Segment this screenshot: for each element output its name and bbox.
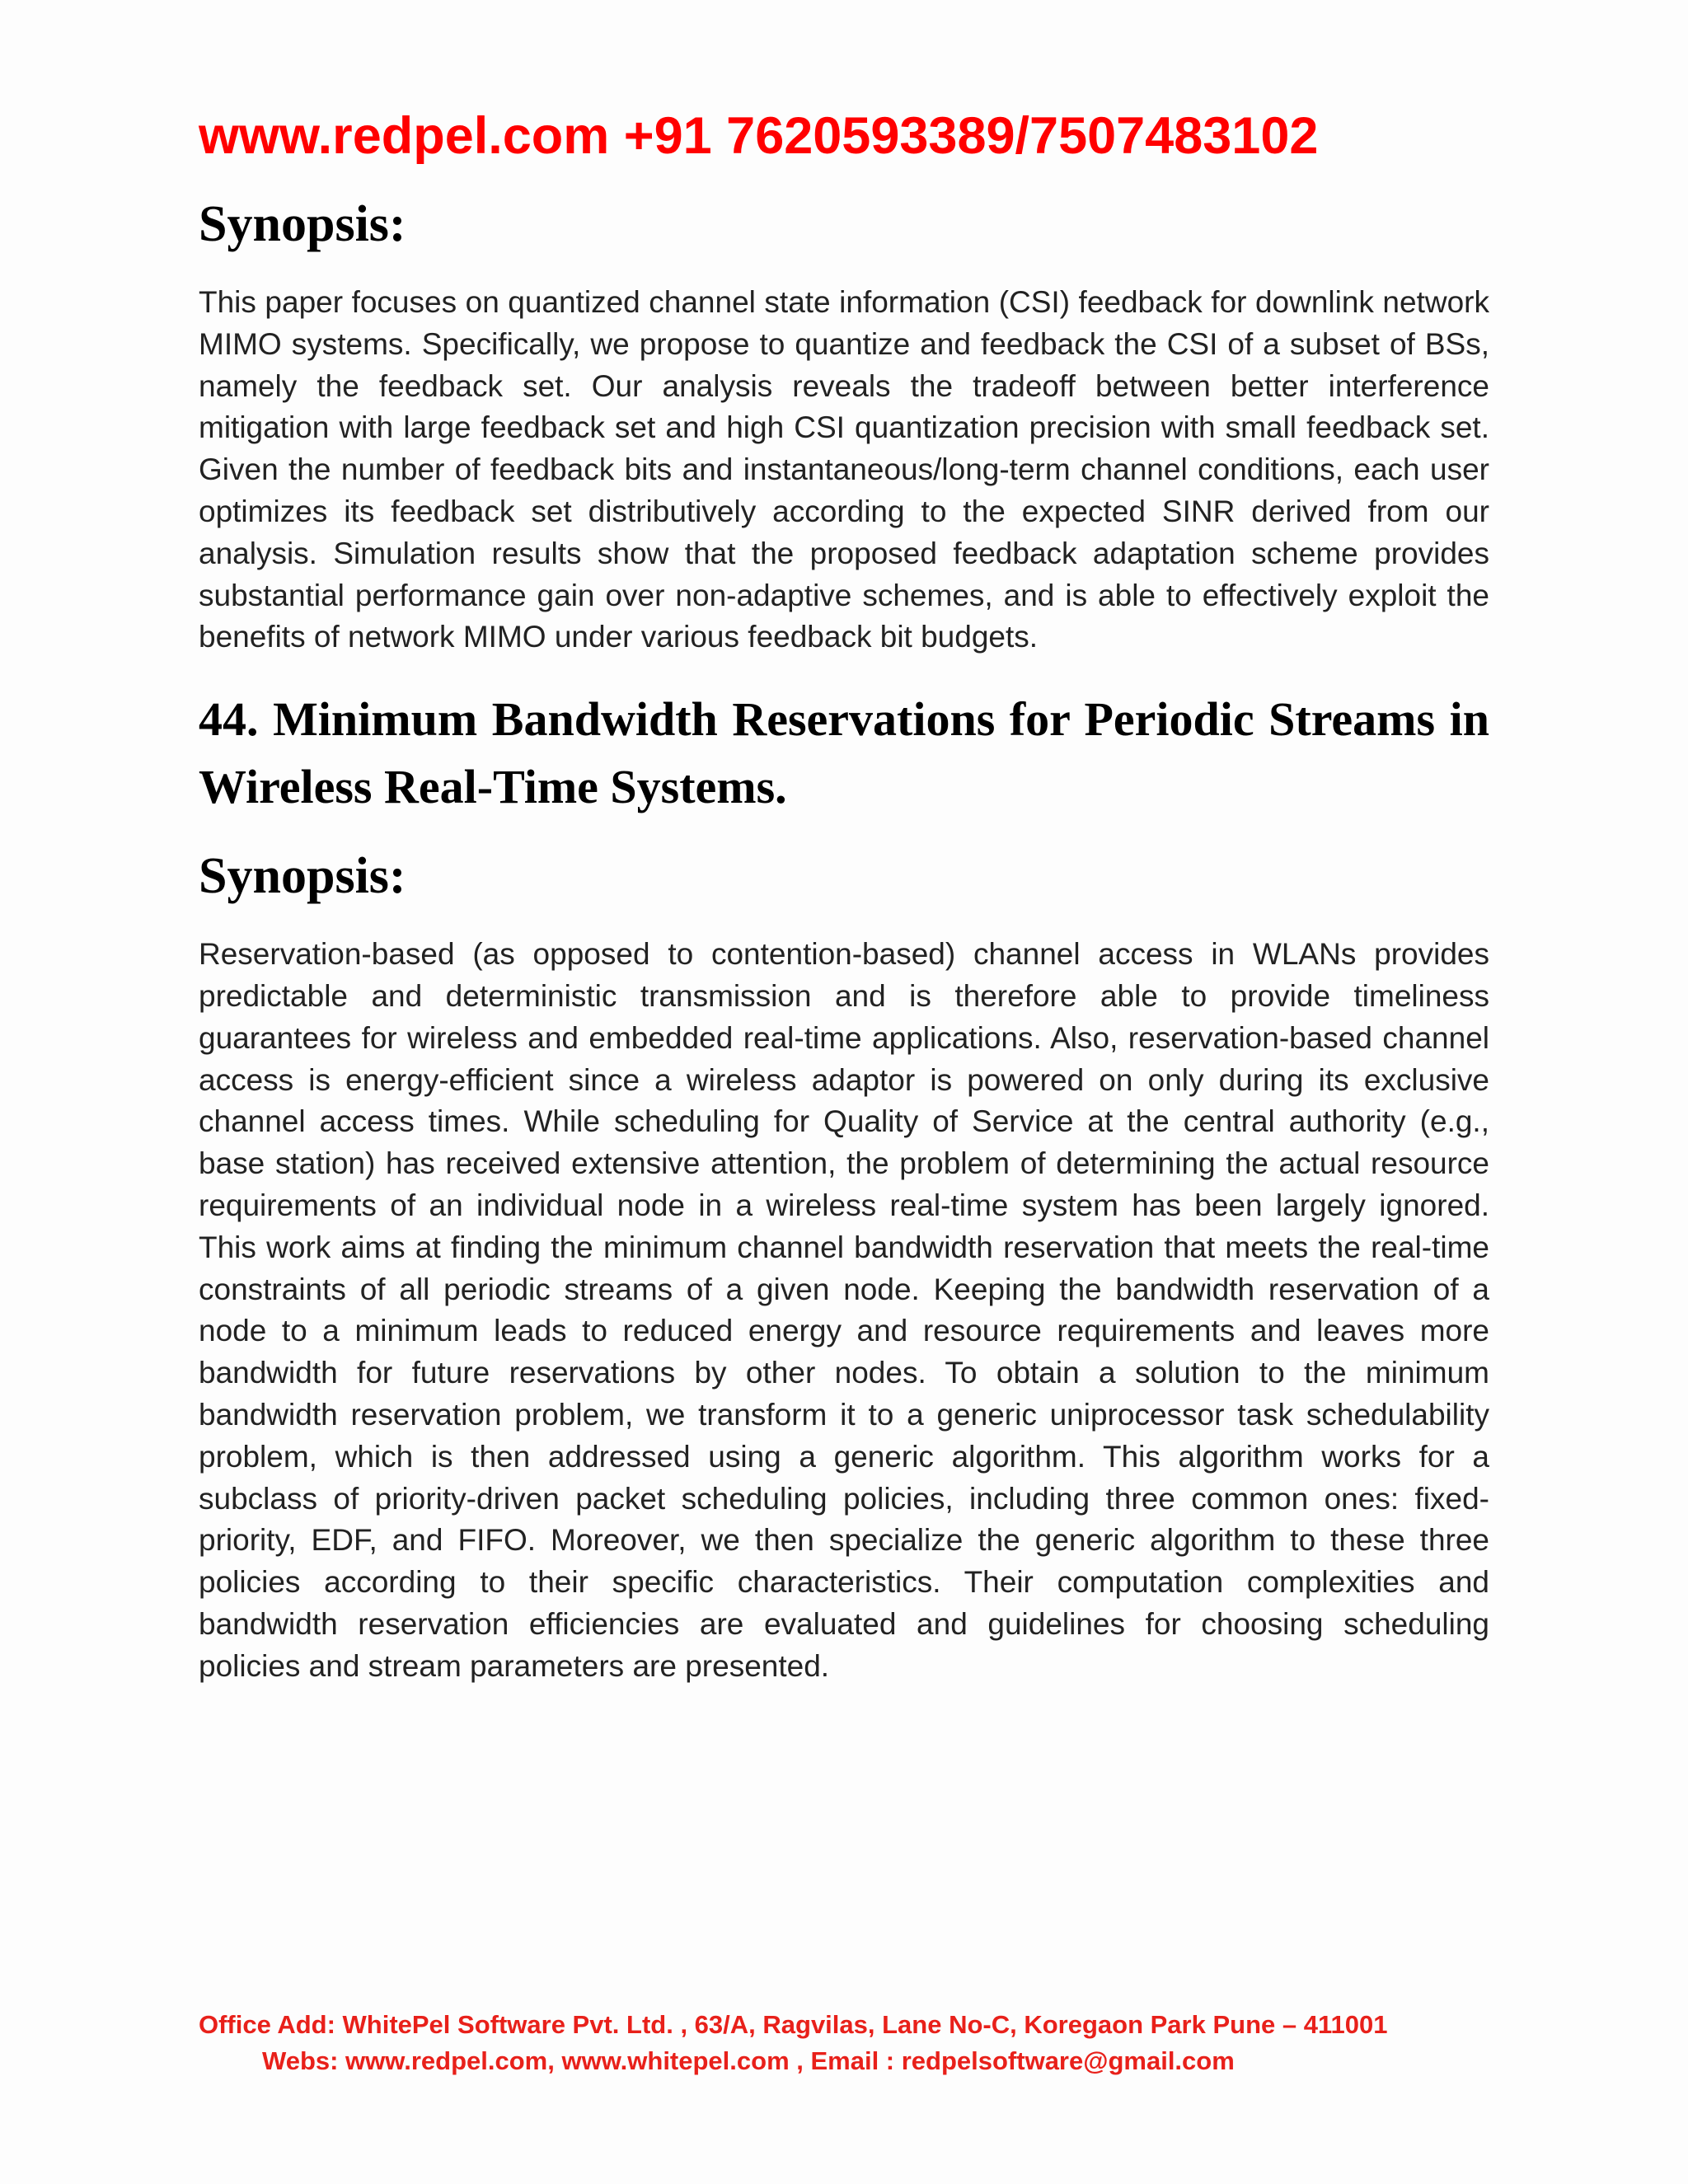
section-second bbox=[199, 686, 1489, 1687]
header-contact-line: www.redpel.com +91 7620593389/7507483102 bbox=[199, 107, 1319, 165]
section-first bbox=[199, 191, 1489, 658]
section-title: 44. Minimum Bandwidth Reservations for Periodic Streams in Wireless Real-Time Systems. bbox=[199, 692, 1489, 814]
synopsis-heading: Synopsis: bbox=[199, 848, 406, 905]
synopsis-heading: Synopsis: bbox=[199, 196, 406, 252]
synopsis-paragraph: This paper focuses on quantized channel state information (CSI) feedback for downlink network MIMO systems. Specifically, we propose to quantize and feedback the CSI of a subset of BSs, namely the feedback set. Our analysis reveals the tradeoff between better interference mitigation with large feedback set and high CSI quantization precision with small feedback set. Given the number of feedback bits and instantaneous/long-term channel conditions, each user optimizes its feedback set distributively according to the expected SINR derived from our analysis. Simulation results show that the proposed feedback adaptation scheme provides substantial performance gain over non-adaptive schemes, and is able to effectively exploit the benefits of network MIMO under various feedback bit budgets. bbox=[199, 285, 1489, 654]
synopsis-paragraph: Reservation-based (as opposed to contention-based) channel access in WLANs provides predictable and deterministic transmission and is therefore able to provide timeliness guarantees for wireless and embedded real-time applications. Also, reservation-based channel access is energy-efficient since a wireless adaptor is powered on only during its exclusive channel access times. While scheduling for Quality of Service at the central authority (e.g., base station) has received extensive attention, the problem of determining the actual resource requirements of an individual node in a wireless real-time system has been largely ignored. This work aims at finding the minimum channel bandwidth reservation that meets the real-time constraints of all periodic streams of a given node. Keeping the bandwidth reservation of a node to a minimum leads to reduced energy and resource requirements and leaves more bandwidth for future reservations by other nodes. To obtain a solution to the minimum bandwidth reservation problem, we transform it to a generic uniprocessor task schedulability problem, which is then addressed using a generic algorithm. This algorithm works for a subclass of priority-driven packet scheduling policies, including three common ones: fixed-priority, EDF, and FIFO. Moreover, we then specialize the generic algorithm to these three policies according to their specific characteristics. Their computation complexities and bandwidth reservation efficiencies are evaluated and guidelines for choosing scheduling policies and stream parameters are presented. bbox=[199, 937, 1489, 1683]
footer-web-email: Webs: www.redpel.com, www.whitepel.com , Email : redpelsoftware@gmail.com bbox=[262, 2046, 1235, 2075]
footer-address: Office Add: WhitePel Software Pvt. Ltd. , 63/A, Ragvilas, Lane No-C, Koregaon Park Pune – 411001 bbox=[199, 2010, 1388, 2039]
main-content bbox=[199, 191, 1489, 1688]
